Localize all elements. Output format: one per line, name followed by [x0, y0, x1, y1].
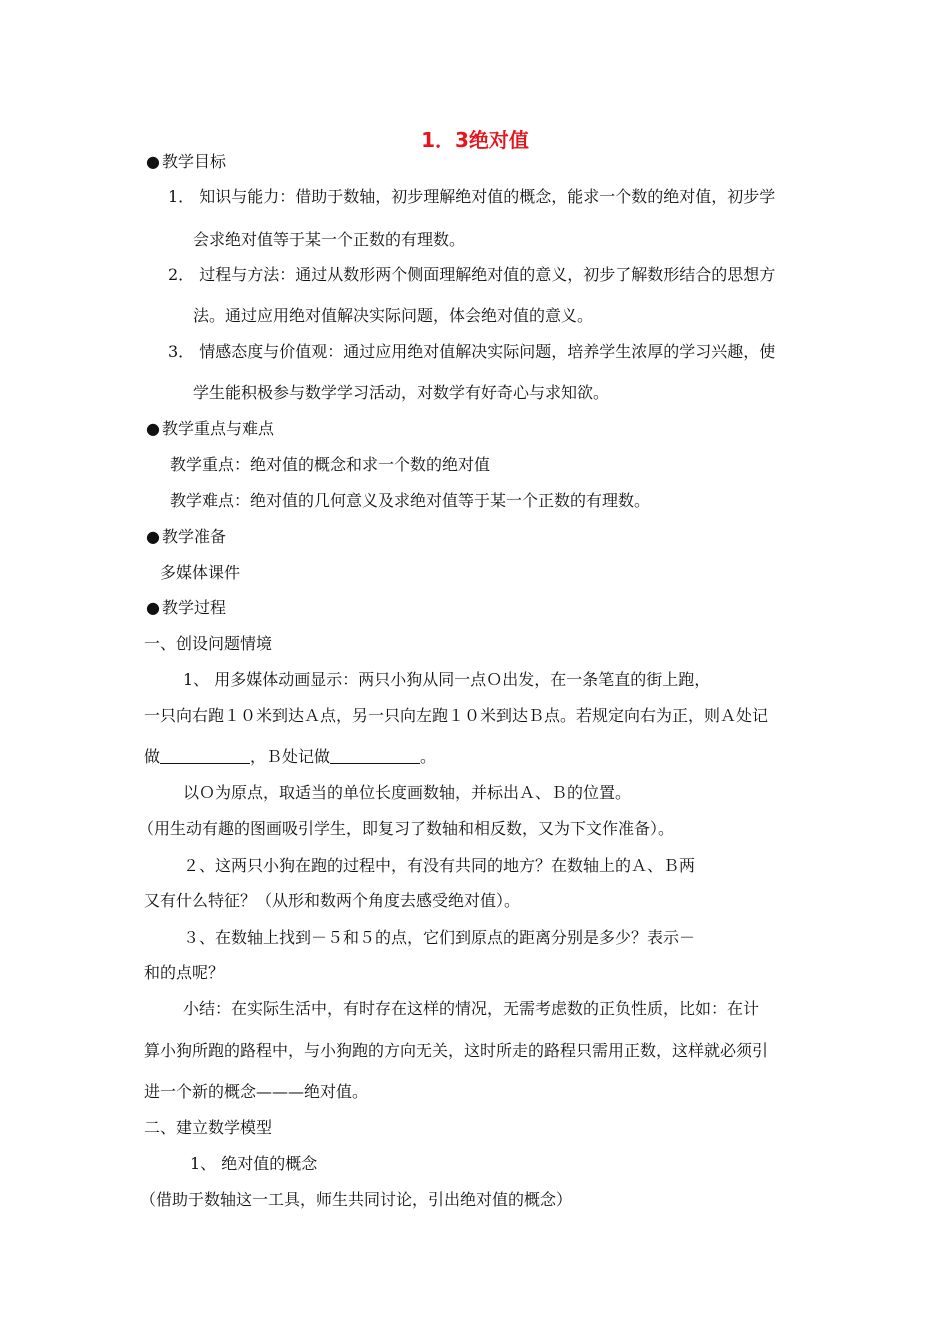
prep-item: 多媒体课件	[160, 563, 241, 582]
p3-line-2: 和的点呢？	[144, 963, 225, 982]
goal-2-line-2: 法。通过应用绝对值解决实际问题，体会绝对值的意义。	[193, 306, 594, 325]
sub1-heading: 1、 绝对值的概念	[190, 1154, 318, 1173]
section-key-heading: ● 教学重点与难点	[146, 418, 274, 440]
answer-blank-a[interactable]	[160, 749, 250, 764]
summary-line-3: 进一个新的概念———绝对值。	[144, 1082, 369, 1101]
section-goals-heading: ● 教学目标	[146, 151, 226, 173]
summary-line-1: 小结：在实际生活中，有时存在这样的情况，无需考虑数的正负性质，比如：在计	[183, 999, 760, 1018]
p3-line-1: ３、在数轴上找到－５和５的点，它们到原点的距离分别是多少？表示－	[183, 928, 696, 947]
difficult-point: 教学难点：绝对值的几何意义及求绝对值等于某一个正数的有理数。	[170, 491, 651, 510]
key-point: 教学重点：绝对值的概念和求一个数的绝对值	[170, 455, 491, 474]
goal-3-line-2: 学生能积极参与数学学习活动，对数学有好奇心与求知欲。	[193, 383, 610, 402]
p1-line-5: （用生动有趣的图画吸引学生，即复习了数轴和相反数，又为下文作准备）。	[138, 819, 675, 838]
p1-line-3-a: 做	[144, 747, 161, 766]
goal-3-line-1: 3． 情感态度与价值观：通过应用绝对值解决实际问题，培养学生浓厚的学习兴趣，使	[168, 342, 776, 361]
p1-line-2: 一只向右跑１０米到达Ａ点，另一只向左跑１０米到达Ｂ点。若规定向右为正，则Ａ处记	[144, 706, 769, 725]
goal-2-line-1: 2． 过程与方法：通过从数形两个侧面理解绝对值的意义，初步了解数形结合的思想方	[168, 265, 776, 284]
p2-line-2: 又有什么特征？（从形和数两个角度去感受绝对值）。	[144, 891, 521, 910]
section-prep-heading: ● 教学准备	[146, 526, 226, 548]
section-process-heading: ● 教学过程	[146, 597, 226, 619]
goal-1-line-1: 1． 知识与能力：借助于数轴，初步理解绝对值的概念，能求一个数的绝对值，初步学	[168, 187, 776, 206]
goal-1-line-2: 会求绝对值等于某一个正数的有理数。	[193, 230, 466, 249]
p1-line-1: 1、 用多媒体动画显示：两只小狗从同一点Ｏ出发，在一条笔直的街上跑，	[183, 670, 711, 689]
p1-line-3-b: ，Ｂ处记做	[250, 747, 331, 766]
answer-blank-b[interactable]	[330, 749, 420, 764]
sub1-note: （借助于数轴这一工具，师生共同讨论，引出绝对值的概念）	[140, 1190, 573, 1209]
p1-line-3-c: 。	[420, 747, 437, 766]
p1-line-4: 以Ｏ为原点，取适当的单位长度画数轴，并标出Ａ、Ｂ的位置。	[183, 783, 632, 802]
summary-line-2: 算小狗所跑的路程中，与小狗跑的方向无关，这时所走的路程只需用正数，这样就必须引	[144, 1041, 769, 1060]
part1-heading: 一、创设问题情境	[144, 634, 273, 653]
part2-heading: 二、建立数学模型	[144, 1118, 273, 1137]
page-title: 1．3绝对值	[421, 128, 529, 152]
p2-line-1: ２、这两只小狗在跑的过程中，有没有共同的地方？在数轴上的Ａ、Ｂ两	[183, 856, 696, 875]
p1-line-3	[144, 746, 436, 768]
